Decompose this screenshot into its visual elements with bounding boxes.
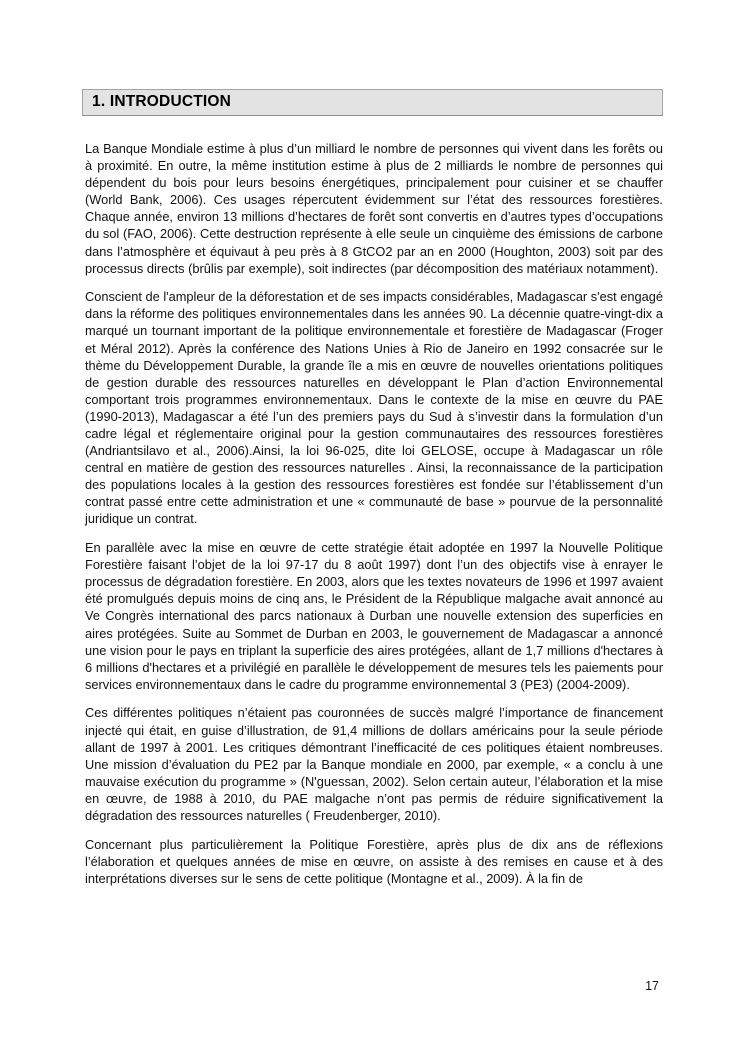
section-title: 1. INTRODUCTION bbox=[82, 89, 663, 116]
paragraph: En parallèle avec la mise en œuvre de cette stratégie était adoptée en 1997 la Nouvelle Politique Forestière faisant l’objet de la loi 97-17 du 8 août 1997) dont l’un des objectifs vise à enrayer le processus de dégradation forestière. En 2003, alors que les textes novateurs de 1996 et 1997 avaient été promulgués depuis moins de cinq ans, le Président de la République malgache avait annoncé au Ve Congrès international des parcs nationaux à Durban une nouvelle extension des superficies en aires protégées. Suite au Sommet de Durban en 2003, le gouvernement de Madagascar a annoncé une vision pour le pays en triplant la superficie des aires protégées, allant de 1,7 millions d'hectares à 6 millions d'hectares et a privilégié en parallèle le développement de mesures tels les paiements pour services environnementaux dans le cadre du programme environnemental 3 (PE3) (2004-2009). bbox=[85, 540, 663, 692]
page-content bbox=[85, 89, 663, 887]
body-text bbox=[85, 140, 663, 887]
paragraph: La Banque Mondiale estime à plus d’un milliard le nombre de personnes qui vivent dans les forêts ou à proximité. En outre, la même institution estime à plus de 2 milliards le nombre de personnes qui dépendent du bois pour leurs besoins énergétiques, principalement pour cuisiner et se chauffer (World Bank, 2006). Ces usages répercutent évidemment sur l’état des ressources forestières. Chaque année, environ 13 millions d’hectares de forêt sont convertis en d’autres types d’occupations du sol (FAO, 2006). Cette destruction représente à elle seule un cinquième des émissions de carbone dans l’atmosphère et équivaut à peu près à 8 GtCO2 par an en 2000 (Houghton, 2003) soit par des processus directs (brûlis par exemple), soit indirectes (par décomposition des matériaux notamment). bbox=[85, 141, 663, 276]
page-number: 17 bbox=[645, 979, 659, 993]
paragraph: Conscient de l'ampleur de la déforestation et de ses impacts considérables, Madagascar s'est engagé dans la réforme des politiques environnementales dans les années 90. La décennie quatre-vingt-dix a marqué un tournant important de la politique environnementale et forestière de Madagascar (Froger et Méral 2012). Après la conférence des Nations Unies à Rio de Janeiro en 1992 consacrée sur le thème du Développement Durable, la grande île a mis en œuvre de nouvelles orientations politiques de gestion durable des ressources naturelles en développant le Plan d’action Environnemental comportant trois programmes environnementaux. Dans le contexte de la mise en œuvre du PAE (1990-2013), Madagascar a été l’un des premiers pays du Sud à s’investir dans la formulation d’un cadre légal et réglementaire original pour la gestion communautaires des ressources forestières (Andriantsilavo et al., 2006).Ainsi, la loi 96-025, dite loi GELOSE, occupe à Madagascar un rôle central en matière de gestion des ressources naturelles . Ainsi, la reconnaissance de la participation des populations locales à la gestion des ressources forestières est fondée sur l’établissement d’un contrat passé entre cette administration et une « communauté de base » pourvue de la personnalité juridique un contrat. bbox=[85, 289, 663, 527]
paragraph: Concernant plus particulièrement la Politique Forestière, après plus de dix ans de réflexions l’élaboration et quelques années de mise en œuvre, on assiste à des remises en cause et à des interprétations diverses sur le sens de cette politique (Montagne et al., 2009). À la fin de bbox=[85, 836, 663, 886]
paragraph: Ces différentes politiques n’étaient pas couronnées de succès malgré l’importance de financement injecté qui était, en guise d’illustration, de 91,4 millions de dollars américains pour la seule période allant de 1997 à 2001. Les critiques démontrant l’inefficacité de ces politiques étaient nombreuses. Une mission d’évaluation du PE2 par la Banque mondiale en 2000, par exemple, « a conclu à une mauvaise exécution du programme » (N'guessan, 2002). Selon certain auteur, l’élaboration et la mise en œuvre, de 1988 à 2010, du PAE malgache n’ont pas permis de réduire significativement la dégradation des ressources naturelles ( Freudenberger, 2010). bbox=[85, 705, 663, 823]
